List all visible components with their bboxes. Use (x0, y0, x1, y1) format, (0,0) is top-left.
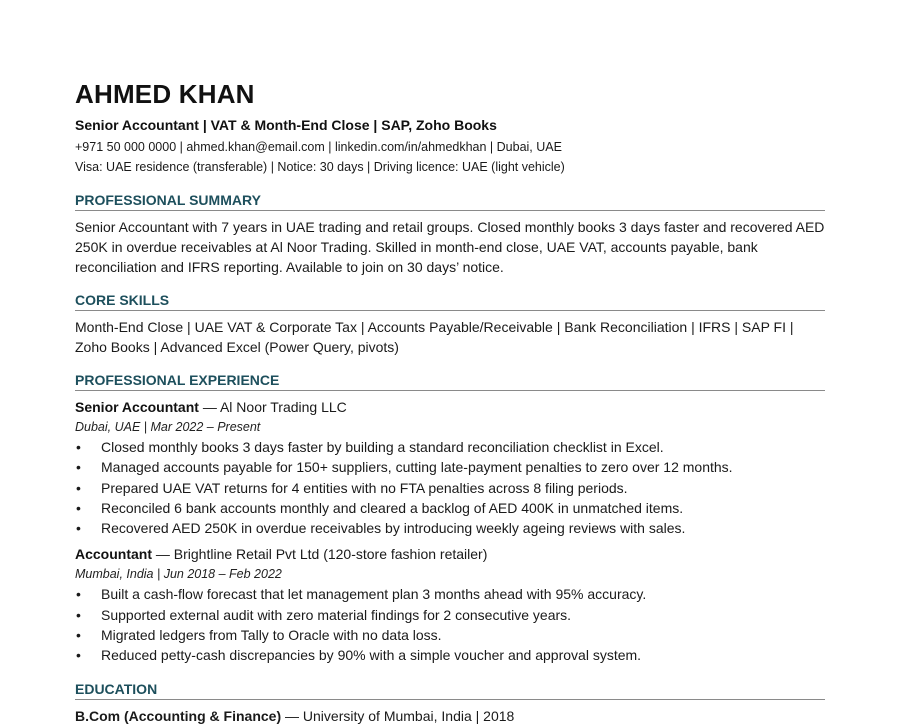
contact-line: +971 50 000 0000 | ahmed.khan@email.com | linkedin.com/in/ahmedkhan | Dubai, UAE (75, 140, 562, 154)
bullet-text: Reconciled 6 bank accounts monthly and cleared a backlog of AED 400K in unmatched items. (101, 499, 684, 516)
job-entry (75, 544, 825, 665)
education-title: EDUCATION (75, 680, 825, 700)
bullet-text: Built a cash-flow forecast that let management plan 3 months ahead with 95% accuracy. (101, 586, 647, 603)
experience-title: PROFESSIONAL EXPERIENCE (75, 371, 825, 391)
bullet-icon: • (76, 499, 81, 516)
job-role: Senior Accountant (75, 399, 199, 415)
skills-title: CORE SKILLS (75, 291, 825, 311)
job-company: Al Noor Trading LLC (219, 399, 347, 415)
skills-text: Month-End Close | UAE VAT & Corporate Tax | Accounts Payable/Receivable | Bank Reconciliation | IFRS | SAP FI | Zoho Books | Advanced Excel (Power Query, pivots) (75, 319, 794, 355)
candidate-name: AHMED KHAN (75, 79, 255, 109)
visa-notice-line: Visa: UAE residence (transferable) | Notice: 30 days | Driving licence: UAE (light vehicle) (75, 160, 565, 174)
list-item (75, 437, 825, 457)
job-bullets (75, 584, 825, 665)
bullet-icon: • (76, 439, 81, 455)
headline: Senior Accountant | VAT & Month-End Close | SAP, Zoho Books (75, 117, 497, 133)
list-item (75, 518, 825, 538)
bullet-text: Recovered AED 250K in overdue receivables by introducing weekly ageing reviews with sales. (101, 520, 686, 537)
bullet-text: Prepared UAE VAT returns for 4 entities with no FTA penalties across 8 filing periods. (101, 479, 628, 496)
job-bullets (75, 437, 825, 538)
bullet-icon: • (76, 647, 81, 664)
education-degree: B.Com (Accounting & Finance) (75, 707, 282, 724)
list-item (75, 498, 825, 518)
bullet-icon: • (76, 459, 81, 476)
job-entry (75, 397, 825, 538)
education-separator: — (281, 707, 303, 724)
bullet-text: Supported external audit with zero material findings for 2 consecutive years. (101, 606, 572, 623)
bullet-icon: • (76, 520, 81, 537)
job-company: Brightline Retail Pvt Ltd (120-store fashion retailer) (173, 546, 488, 563)
skills-section (75, 291, 825, 357)
summary-title: PROFESSIONAL SUMMARY (75, 191, 825, 211)
bullet-icon: • (76, 627, 81, 644)
list-item (75, 605, 825, 625)
job-separator: — (198, 399, 220, 415)
bullet-text: Reduced petty-cash discrepancies by 90% with a simple voucher and approval system. (101, 647, 642, 664)
education-section (75, 680, 825, 726)
bullet-icon: • (76, 606, 81, 623)
list-item (75, 645, 825, 665)
job-heading (75, 397, 825, 417)
resume-page (75, 78, 825, 726)
job-role: Accountant (75, 546, 152, 563)
job-separator: — (152, 546, 174, 563)
bullet-text: Closed monthly books 3 days faster by building a standard reconciliation checklist in Excel. (101, 439, 664, 455)
list-item (75, 625, 825, 645)
bullet-text: Managed accounts payable for 150+ suppliers, cutting late-payment penalties to zero over 12 months. (101, 459, 733, 476)
job-heading (75, 544, 825, 564)
bullet-icon: • (76, 479, 81, 496)
summary-section (75, 191, 825, 277)
job-meta: Mumbai, India | Jun 2018 – Feb 2022 (75, 567, 282, 582)
experience-section (75, 371, 825, 666)
summary-text: Senior Accountant with 7 years in UAE trading and retail groups. Closed monthly books 3 days faster and recovered AED 250K in overdue receivables at Al Noor Trading. Skilled in month-end close, UAE VAT, accounts payable, bank reconciliation and IFRS reporting. Available to join on 30 days’ notice. (75, 219, 825, 275)
bullet-text: Migrated ledgers from Tally to Oracle with no data loss. (101, 627, 442, 644)
list-item (75, 584, 825, 604)
list-item (75, 478, 825, 498)
bullet-icon: • (76, 586, 81, 603)
job-meta: Dubai, UAE | Mar 2022 – Present (75, 420, 261, 434)
education-details: University of Mumbai, India | 2018 (302, 707, 515, 724)
education-entry (75, 706, 825, 726)
list-item (75, 457, 825, 477)
